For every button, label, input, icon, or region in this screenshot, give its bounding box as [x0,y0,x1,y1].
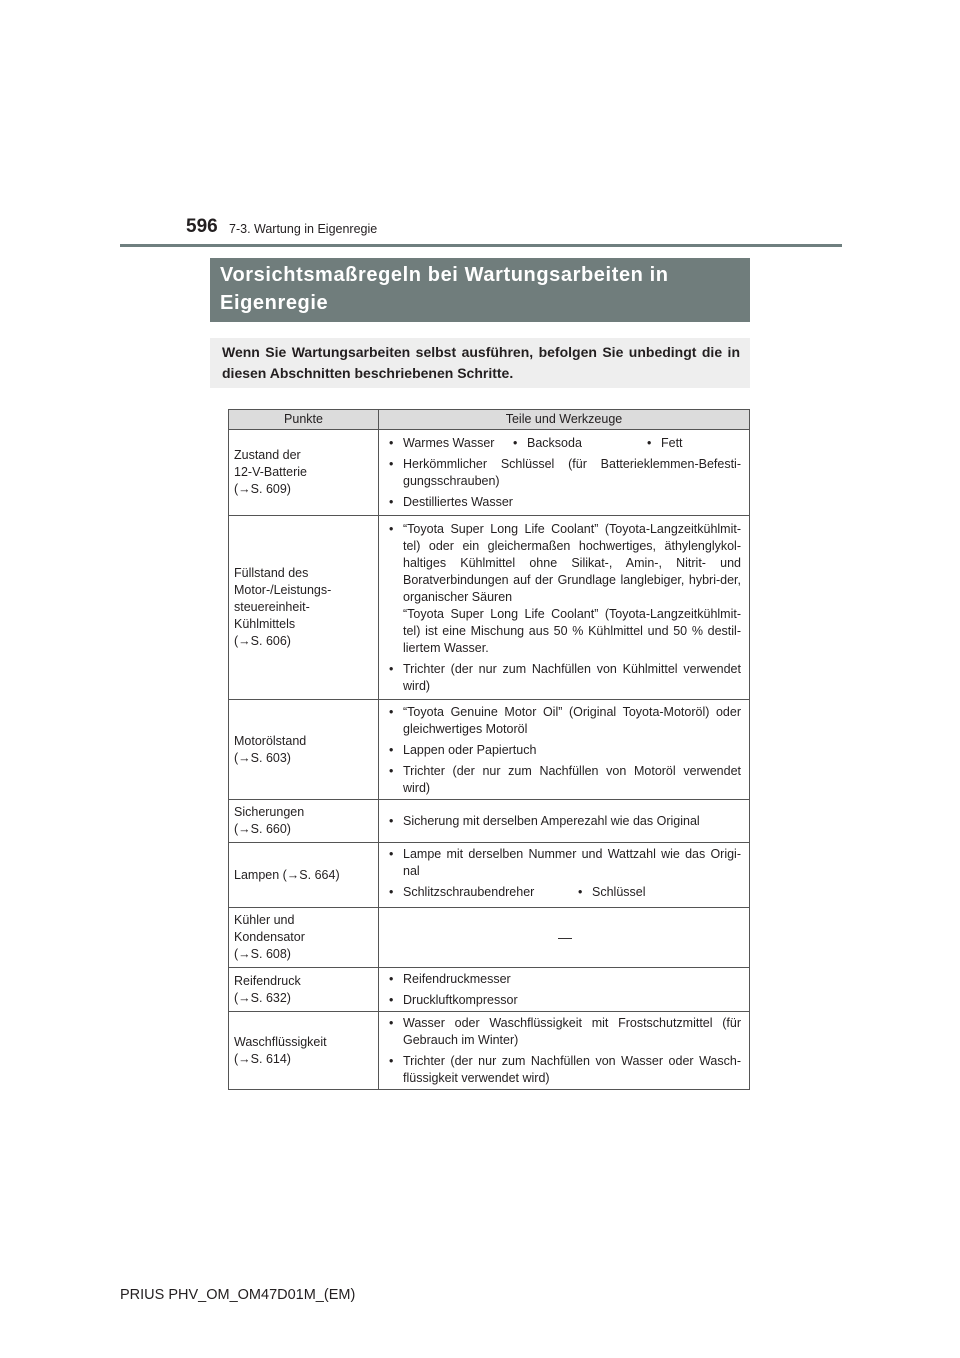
column-header-parts-tools: Teile und Werkzeuge [379,410,750,430]
column-header-points: Punkte [229,410,379,430]
page-reference[interactable]: Lampen (→S. 664) [234,867,340,882]
point-line: Motorölstand [234,733,307,748]
items-cell [379,1012,750,1090]
table-row [229,1012,750,1090]
page-number: 596 [186,216,218,237]
table-header-row [229,410,750,430]
point-line: Kondensator [234,930,305,944]
point-line: Zustand der [234,448,301,462]
list-item: • “Toyota Genuine Motor Oil” (Original Toyota-Motoröl) oder gleichwertiges Motoröl [389,704,741,738]
items-cell [379,430,750,516]
inline-items [389,435,741,452]
inline-items [389,884,741,901]
footer-document-code: PRIUS PHV_OM_OM47D01M_(EM) [120,1287,356,1303]
table-row [229,430,750,516]
point-line: Motor-/Leistungs- [234,583,332,597]
point-cell [229,843,379,908]
list-item: • Lappen oder Papiertuch [389,742,741,759]
point-cell [229,516,379,700]
point-line: Kühlmittels [234,617,296,631]
point-cell [229,430,379,516]
items-cell [379,843,750,908]
table-row [229,800,750,843]
point-line: Sicherungen [234,805,305,819]
list-item: • Schlüssel [578,884,646,901]
header-divider [120,244,842,247]
list-item: • Schlitzschraubendreher [389,884,578,901]
list-item: • Wasser oder Waschflüssigkeit mit Frostschutzmittel (für Gebrauch im Winter) [389,1015,741,1049]
table-row [229,700,750,800]
list-item: • Backsoda [513,435,647,452]
page-reference[interactable]: (→S. 608) [234,947,291,961]
list-item: • Fett [647,435,683,452]
page-reference[interactable]: (→S. 632) [234,990,291,1005]
point-cell [229,700,379,800]
point-cell [229,908,379,968]
table-row [229,968,750,1012]
items-cell [379,908,750,968]
maintenance-table [228,409,750,1090]
point-line: 12-V-Batterie [234,465,307,479]
point-line: Waschflüssigkeit [234,1034,327,1049]
section-title-line-1: Vorsichtsmaßregeln bei Wartungsarbeiten in [220,264,669,286]
list-item: • Trichter (der nur zum Nachfüllen von Kühlmittel verwendet wird) [389,661,741,695]
section-title-line-2: Eigenregie [220,292,329,314]
point-cell [229,800,379,843]
list-item-note: “Toyota Super Long Life Coolant” (Toyota-Langzeitkühlmit-tel) ist eine Mischung aus 50 % Kühlmittel und 50 % destil-liertem Wasser. [403,607,741,655]
table-row [229,843,750,908]
list-item: • Warmes Wasser [389,435,513,452]
page-reference[interactable]: (→S. 614) [234,1051,291,1066]
list-item-text: • “Toyota Super Long Life Coolant” (Toyota-Langzeitkühlmit-tel) oder ein gleichermaßen hochwertiges, äthylenglykol-haltiges Kühlmittel ohne Silikat-, Amin-, Nitrit- und Boratverbindungen auf der Grundlage langlebiger, hybri-der, organischer Säuren [403,522,741,604]
list-item: • Trichter (der nur zum Nachfüllen von Motoröl verwendet wird) [389,763,741,797]
section-reference: 7-3. Wartung in Eigenregie [229,222,378,236]
list-item: • Lampe mit derselben Nummer und Wattzahl wie das Origi-nal [389,846,741,880]
items-cell [379,700,750,800]
list-item: • Sicherung mit derselben Amperezahl wie das Original [389,813,741,830]
point-line: Kühler und [234,913,295,927]
list-item [389,521,741,657]
list-item: • Herkömmlicher Schlüssel (für Batterieklemmen-Befesti-gungsschrauben) [389,456,741,490]
point-line: steuereinheit- [234,600,310,614]
list-item: • Destilliertes Wasser [389,494,741,511]
section-title [210,258,750,322]
point-cell [229,1012,379,1090]
page-reference[interactable]: (→S. 606) [234,634,291,648]
table-row [229,516,750,700]
point-line: Füllstand des [234,566,309,580]
list-item: • Reifendruckmesser [389,971,741,988]
page-reference[interactable]: (→S. 603) [234,750,291,765]
intro-text: Wenn Sie Wartungsarbeiten selbst ausführen, befolgen Sie unbedingt die in diesen Abschnitten beschriebenen Schritte. [210,338,750,388]
items-cell [379,516,750,700]
no-items-dash: — [558,929,572,945]
list-item: • Trichter (der nur zum Nachfüllen von Wasser oder Wasch-flüssigkeit verwendet wird) [389,1053,741,1087]
list-item: • Druckluftkompressor [389,992,741,1009]
point-line: Reifendruck [234,973,301,988]
page-reference[interactable]: (→S. 660) [234,822,291,836]
point-cell [229,968,379,1012]
page-reference[interactable]: (→S. 609) [234,482,291,496]
items-cell [379,800,750,843]
table-row [229,908,750,968]
items-cell [379,968,750,1012]
